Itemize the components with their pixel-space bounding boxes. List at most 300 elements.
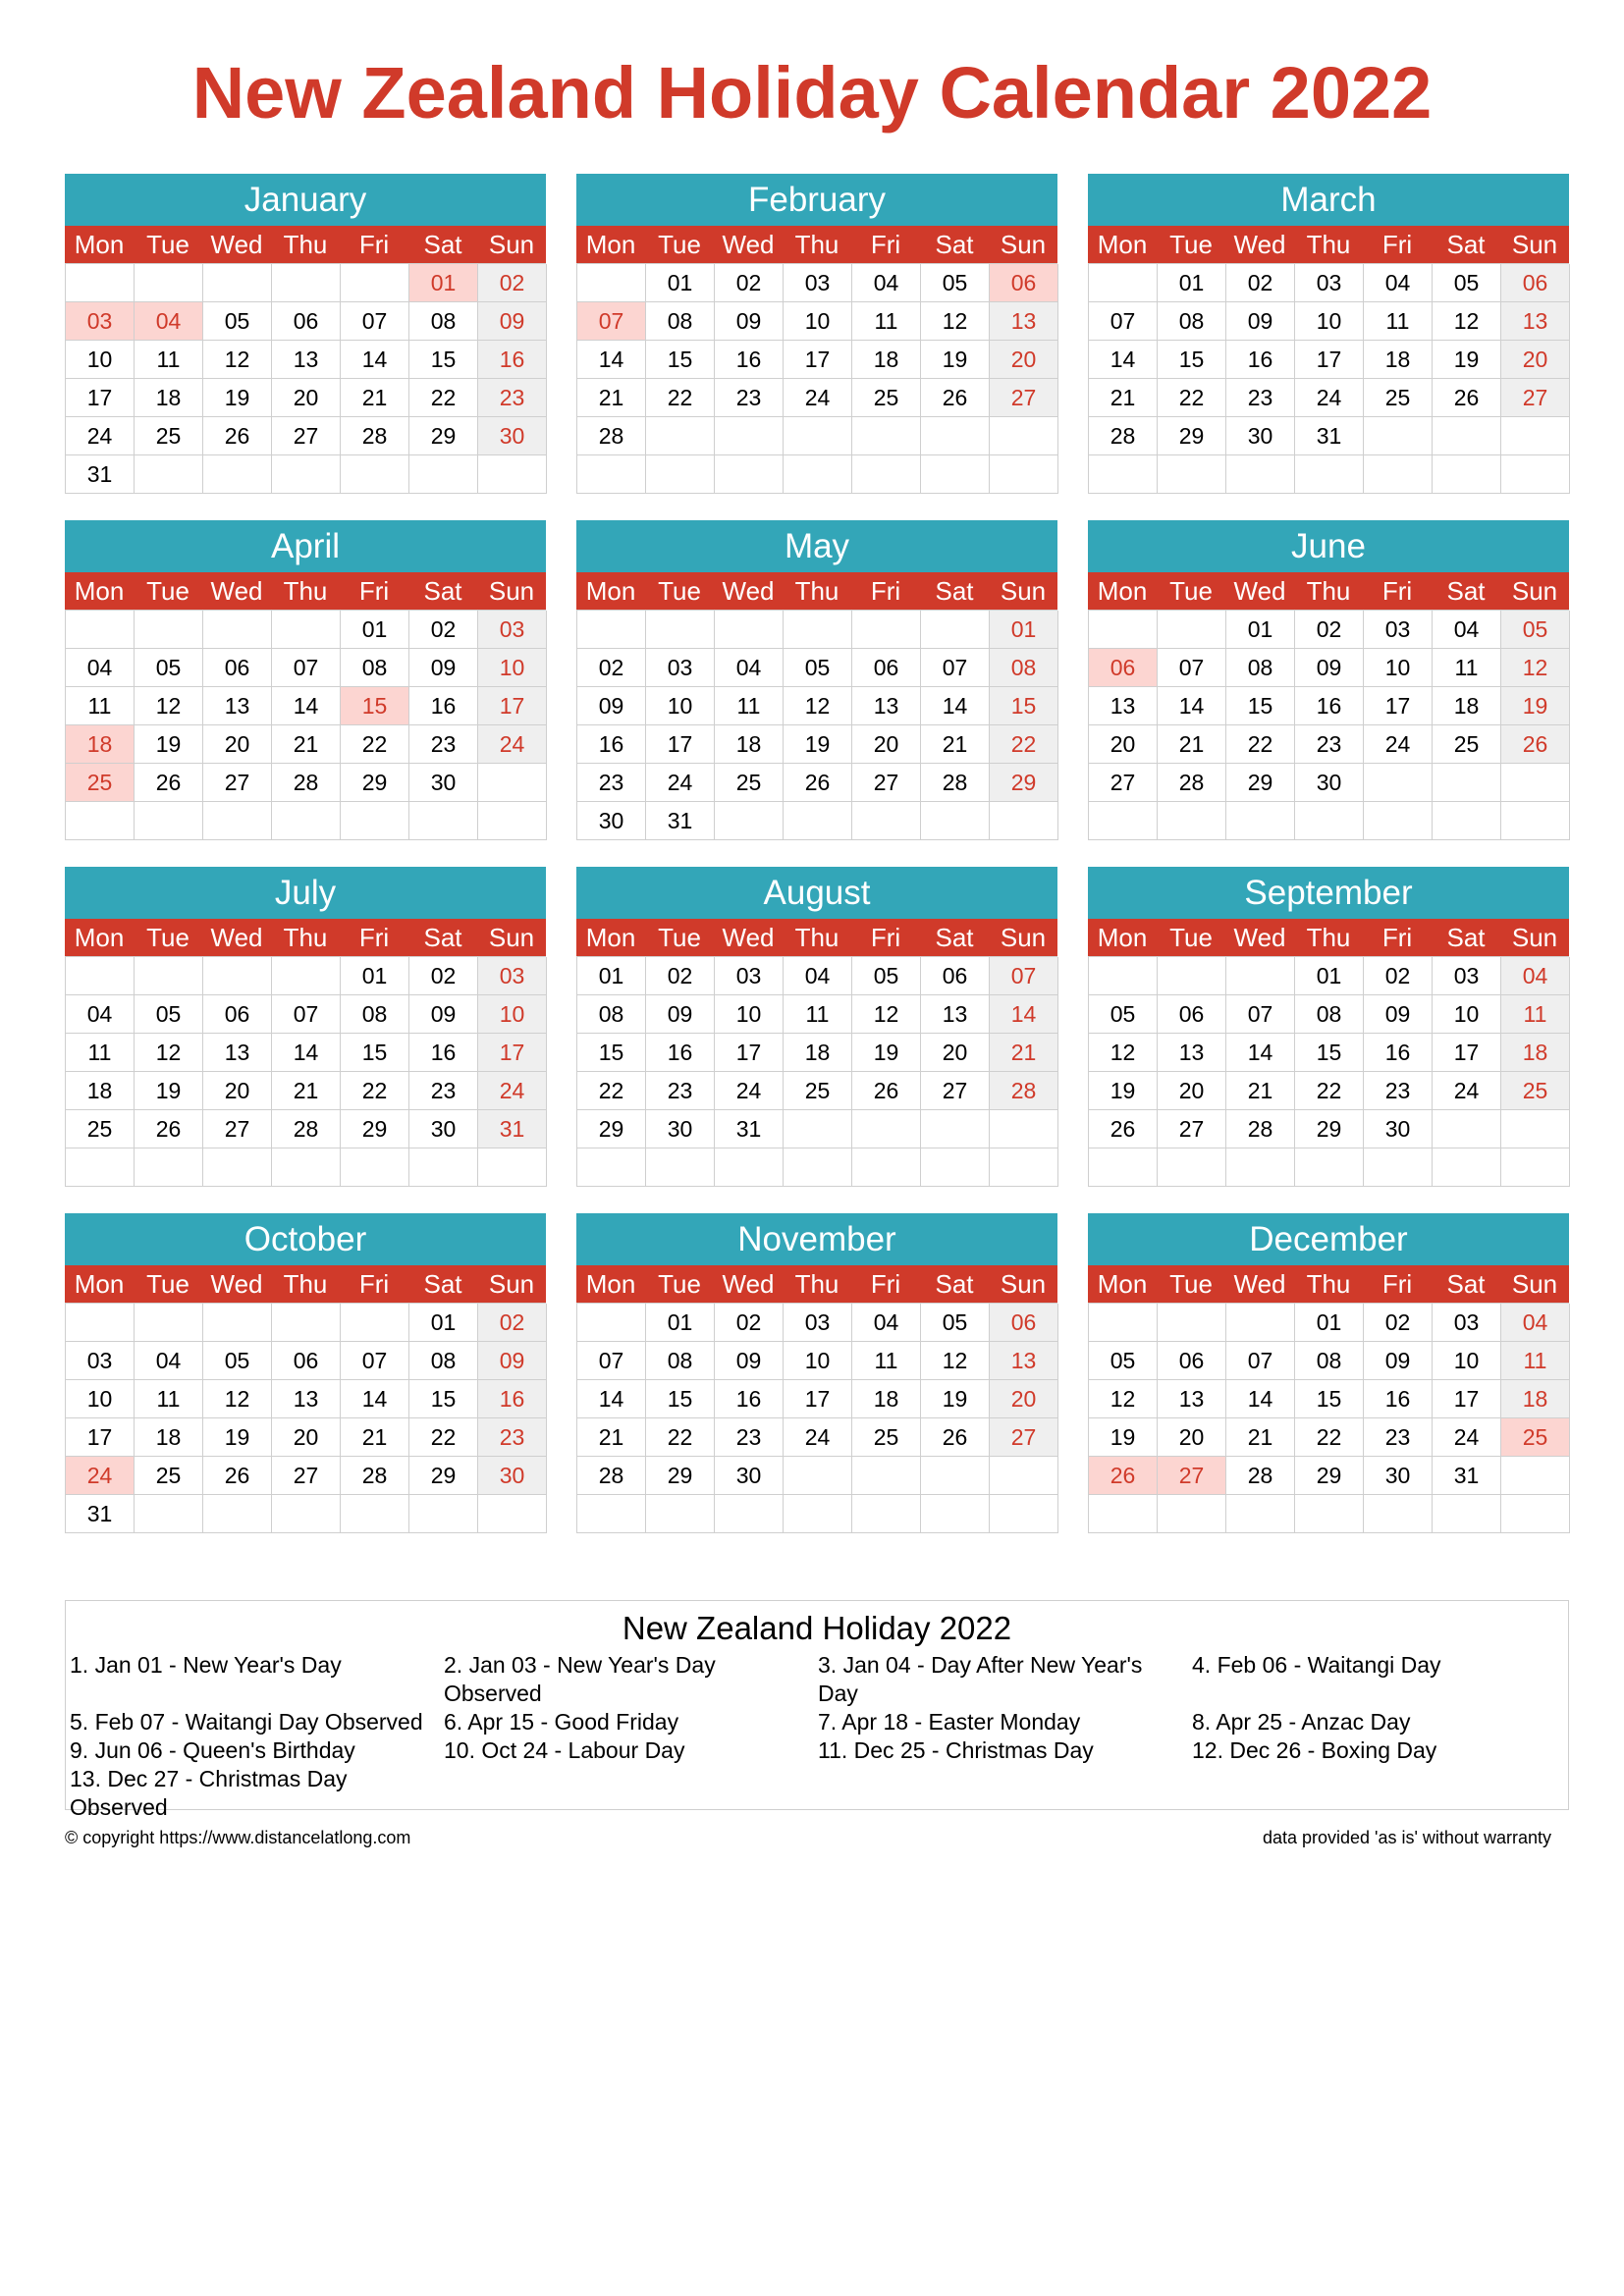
day-cell: 29 (1295, 1110, 1364, 1148)
day-cell: 06 (1501, 264, 1570, 302)
holiday-list-item: 10. Oct 24 - Labour Day (444, 1737, 685, 1763)
empty-day-cell (577, 1495, 646, 1533)
day-cell: 20 (990, 341, 1058, 379)
holiday-day-cell: 26 (1089, 1457, 1158, 1495)
days-grid (576, 263, 1057, 494)
day-cell: 03 (1433, 1304, 1501, 1342)
day-cell: 19 (1433, 341, 1501, 379)
empty-day-cell (646, 417, 715, 455)
day-cell: 06 (1158, 995, 1226, 1034)
weekday-label: Wed (722, 576, 775, 606)
weekday-label: Mon (74, 1269, 125, 1299)
weekday-label: Wed (210, 576, 263, 606)
holiday-day-cell: 01 (409, 264, 478, 302)
day-cell: 04 (1501, 957, 1570, 995)
empty-day-cell (341, 1495, 409, 1533)
day-cell: 19 (1501, 687, 1570, 725)
day-cell: 19 (784, 725, 852, 764)
empty-day-cell (478, 764, 547, 802)
day-cell: 12 (784, 687, 852, 725)
empty-day-cell (135, 1495, 203, 1533)
day-cell: 28 (1226, 1110, 1295, 1148)
empty-day-cell (921, 802, 990, 840)
day-cell: 17 (784, 1380, 852, 1418)
day-cell: 18 (135, 379, 203, 417)
days-grid (1088, 956, 1569, 1187)
day-cell: 28 (577, 1457, 646, 1495)
weekday-label: Thu (794, 1269, 839, 1299)
weekday-label: Mon (1097, 923, 1148, 952)
empty-day-cell (852, 1110, 921, 1148)
day-cell: 30 (478, 1457, 547, 1495)
holiday-day-cell: 25 (1501, 1418, 1570, 1457)
day-cell: 02 (715, 1304, 784, 1342)
empty-day-cell (1158, 1495, 1226, 1533)
day-cell: 14 (990, 995, 1058, 1034)
weekday-label: Sun (1511, 1269, 1558, 1299)
day-cell: 17 (784, 341, 852, 379)
weekday-label: Sat (935, 576, 974, 606)
empty-day-cell (1433, 1495, 1501, 1533)
day-cell: 26 (135, 1110, 203, 1148)
day-cell: 28 (990, 1072, 1058, 1110)
day-cell: 24 (784, 379, 852, 417)
days-grid (65, 263, 546, 494)
day-cell: 25 (135, 1457, 203, 1495)
day-cell: 20 (1089, 725, 1158, 764)
empty-day-cell (478, 802, 547, 840)
page-title: New Zealand Holiday Calendar 2022 (191, 52, 1433, 133)
weekday-label: Thu (283, 1269, 328, 1299)
month-calendar (576, 1213, 1057, 1533)
day-cell: 10 (646, 687, 715, 725)
weekday-header-row (576, 226, 1057, 263)
day-cell: 27 (990, 1418, 1058, 1457)
day-cell: 10 (1364, 649, 1433, 687)
day-cell: 31 (1433, 1457, 1501, 1495)
day-cell: 24 (715, 1072, 784, 1110)
weekday-label: Thu (794, 576, 839, 606)
day-cell: 10 (66, 1380, 135, 1418)
day-cell: 19 (135, 1072, 203, 1110)
empty-day-cell (341, 1148, 409, 1187)
weekday-label: Tue (146, 1269, 189, 1299)
empty-day-cell (1364, 1495, 1433, 1533)
day-cell: 23 (1226, 379, 1295, 417)
month-name: May (576, 520, 1057, 572)
day-cell: 21 (577, 1418, 646, 1457)
weekday-label: Mon (585, 923, 636, 952)
weekday-label: Sun (1511, 923, 1558, 952)
weekday-header-row (1088, 226, 1569, 263)
weekday-label: Wed (210, 230, 263, 259)
month-calendar (65, 1213, 546, 1533)
empty-day-cell (1433, 1148, 1501, 1187)
day-cell: 08 (341, 995, 409, 1034)
empty-day-cell (784, 417, 852, 455)
weekday-label: Sun (488, 576, 535, 606)
days-grid (65, 610, 546, 840)
day-cell: 21 (1089, 379, 1158, 417)
weekday-label: Tue (1169, 230, 1213, 259)
weekday-label: Sat (1446, 230, 1486, 259)
weekday-label: Fri (870, 576, 901, 606)
weekday-header-row (576, 919, 1057, 956)
weekday-label: Tue (146, 923, 189, 952)
day-cell: 30 (1364, 1110, 1433, 1148)
empty-day-cell (478, 1148, 547, 1187)
holiday-day-cell: 06 (990, 264, 1058, 302)
empty-day-cell (784, 802, 852, 840)
holiday-list-item: 9. Jun 06 - Queen's Birthday (70, 1737, 355, 1763)
day-cell: 25 (784, 1072, 852, 1110)
day-cell: 05 (1089, 995, 1158, 1034)
empty-day-cell (1226, 1148, 1295, 1187)
day-cell: 03 (715, 957, 784, 995)
day-cell: 18 (784, 1034, 852, 1072)
day-cell: 02 (409, 957, 478, 995)
day-cell: 26 (203, 1457, 272, 1495)
day-cell: 02 (409, 611, 478, 649)
day-cell: 31 (1295, 417, 1364, 455)
footer-disclaimer: data provided 'as is' without warranty (1262, 1828, 1551, 1847)
holiday-list-panel (65, 1600, 1569, 1820)
day-cell: 25 (1364, 379, 1433, 417)
day-cell: 28 (1158, 764, 1226, 802)
day-cell: 15 (577, 1034, 646, 1072)
weekday-label: Thu (283, 230, 328, 259)
day-cell: 29 (409, 1457, 478, 1495)
day-cell: 13 (1158, 1034, 1226, 1072)
month-calendar (1088, 520, 1569, 840)
day-cell: 21 (1226, 1072, 1295, 1110)
day-cell: 05 (921, 264, 990, 302)
empty-day-cell (990, 417, 1058, 455)
day-cell: 24 (784, 1418, 852, 1457)
weekday-label: Fri (870, 1269, 901, 1299)
day-cell: 16 (646, 1034, 715, 1072)
weekday-label: Sat (935, 1269, 974, 1299)
day-cell: 06 (272, 1342, 341, 1380)
month-calendar (65, 867, 546, 1187)
holiday-list-item: 7. Apr 18 - Easter Monday (818, 1709, 1081, 1735)
empty-day-cell (135, 611, 203, 649)
day-cell: 01 (409, 1304, 478, 1342)
day-cell: 05 (921, 1304, 990, 1342)
day-cell: 05 (1089, 1342, 1158, 1380)
day-cell: 17 (646, 725, 715, 764)
day-cell: 04 (135, 1342, 203, 1380)
day-cell: 07 (341, 1342, 409, 1380)
weekday-label: Sun (488, 230, 535, 259)
day-cell: 22 (577, 1072, 646, 1110)
empty-day-cell (1295, 455, 1364, 494)
empty-day-cell (1089, 957, 1158, 995)
day-cell: 11 (715, 687, 784, 725)
day-cell: 02 (646, 957, 715, 995)
holiday-list-item: 3. Jan 04 - Day After New Year's Day (818, 1652, 1143, 1706)
empty-day-cell (852, 802, 921, 840)
weekday-label: Mon (1097, 1269, 1148, 1299)
day-cell: 22 (409, 1418, 478, 1457)
day-cell: 16 (478, 1380, 547, 1418)
day-cell: 15 (1226, 687, 1295, 725)
empty-day-cell (409, 455, 478, 494)
day-cell: 21 (341, 379, 409, 417)
day-cell: 04 (784, 957, 852, 995)
day-cell: 20 (272, 379, 341, 417)
day-cell: 04 (66, 649, 135, 687)
month-name: July (65, 867, 546, 919)
day-cell: 15 (646, 341, 715, 379)
empty-day-cell (341, 1304, 409, 1342)
empty-day-cell (646, 455, 715, 494)
empty-day-cell (852, 1148, 921, 1187)
empty-day-cell (1501, 417, 1570, 455)
weekday-label: Wed (722, 230, 775, 259)
weekday-label: Tue (658, 576, 701, 606)
empty-day-cell (66, 802, 135, 840)
month-calendar (65, 174, 546, 494)
day-cell: 03 (66, 1342, 135, 1380)
weekday-label: Mon (74, 923, 125, 952)
holiday-list-item: 11. Dec 25 - Christmas Day (818, 1737, 1094, 1763)
day-cell: 14 (272, 1034, 341, 1072)
day-cell: 08 (409, 302, 478, 341)
day-cell: 19 (203, 379, 272, 417)
holiday-day-cell: 06 (1089, 649, 1158, 687)
day-cell: 10 (1433, 995, 1501, 1034)
day-cell: 17 (1433, 1034, 1501, 1072)
day-cell: 27 (1089, 764, 1158, 802)
empty-day-cell (1089, 611, 1158, 649)
days-grid (1088, 263, 1569, 494)
empty-day-cell (1433, 1110, 1501, 1148)
day-cell: 22 (1158, 379, 1226, 417)
empty-day-cell (272, 957, 341, 995)
empty-day-cell (715, 1495, 784, 1533)
empty-day-cell (921, 1457, 990, 1495)
weekday-label: Tue (146, 576, 189, 606)
day-cell: 01 (1295, 1304, 1364, 1342)
day-cell: 03 (478, 957, 547, 995)
day-cell: 19 (203, 1418, 272, 1457)
day-cell: 07 (990, 957, 1058, 995)
day-cell: 18 (715, 725, 784, 764)
day-cell: 11 (1501, 1342, 1570, 1380)
day-cell: 19 (1089, 1072, 1158, 1110)
empty-day-cell (478, 1495, 547, 1533)
day-cell: 25 (1501, 1072, 1570, 1110)
empty-day-cell (66, 1304, 135, 1342)
empty-day-cell (921, 611, 990, 649)
day-cell: 23 (715, 1418, 784, 1457)
day-cell: 13 (921, 995, 990, 1034)
day-cell: 11 (1433, 649, 1501, 687)
empty-day-cell (990, 802, 1058, 840)
day-cell: 20 (852, 725, 921, 764)
empty-day-cell (784, 1110, 852, 1148)
month-name: September (1088, 867, 1569, 919)
holiday-list (66, 1651, 1568, 1822)
holiday-list-item: 13. Dec 27 - Christmas Day Observed (70, 1766, 348, 1820)
holiday-day-cell: 03 (66, 302, 135, 341)
day-cell: 11 (1501, 995, 1570, 1034)
weekday-label: Mon (1097, 576, 1148, 606)
month-calendar (1088, 174, 1569, 494)
empty-day-cell (1089, 1495, 1158, 1533)
day-cell: 17 (1364, 687, 1433, 725)
day-cell: 22 (1226, 725, 1295, 764)
empty-day-cell (1364, 455, 1433, 494)
weekday-label: Fri (358, 1269, 390, 1299)
empty-day-cell (852, 1457, 921, 1495)
days-grid (576, 956, 1057, 1187)
empty-day-cell (577, 1304, 646, 1342)
day-cell: 07 (1226, 1342, 1295, 1380)
empty-day-cell (1295, 802, 1364, 840)
day-cell: 17 (66, 379, 135, 417)
day-cell: 29 (341, 764, 409, 802)
month-calendar (65, 520, 546, 840)
day-cell: 08 (1226, 649, 1295, 687)
day-cell: 09 (409, 995, 478, 1034)
day-cell: 12 (1089, 1034, 1158, 1072)
day-cell: 25 (66, 1110, 135, 1148)
empty-day-cell (646, 1495, 715, 1533)
day-cell: 30 (409, 764, 478, 802)
empty-day-cell (135, 1148, 203, 1187)
day-cell: 26 (852, 1072, 921, 1110)
day-cell: 10 (715, 995, 784, 1034)
empty-day-cell (715, 417, 784, 455)
day-cell: 14 (577, 341, 646, 379)
day-cell: 15 (409, 1380, 478, 1418)
day-cell: 09 (1364, 995, 1433, 1034)
day-cell: 20 (921, 1034, 990, 1072)
day-cell: 14 (341, 341, 409, 379)
day-cell: 05 (135, 995, 203, 1034)
empty-day-cell (715, 455, 784, 494)
empty-day-cell (66, 611, 135, 649)
weekday-label: Thu (794, 230, 839, 259)
empty-day-cell (1158, 455, 1226, 494)
empty-day-cell (1433, 802, 1501, 840)
empty-day-cell (203, 264, 272, 302)
day-cell: 23 (478, 1418, 547, 1457)
day-cell: 09 (715, 1342, 784, 1380)
weekday-label: Sat (423, 576, 462, 606)
day-cell: 19 (921, 1380, 990, 1418)
day-cell: 27 (203, 764, 272, 802)
empty-day-cell (715, 1148, 784, 1187)
day-cell: 31 (66, 1495, 135, 1533)
day-cell: 11 (1364, 302, 1433, 341)
empty-day-cell (577, 455, 646, 494)
day-cell: 29 (577, 1110, 646, 1148)
day-cell: 11 (66, 687, 135, 725)
day-cell: 27 (921, 1072, 990, 1110)
day-cell: 25 (852, 379, 921, 417)
day-cell: 21 (1226, 1418, 1295, 1457)
day-cell: 14 (272, 687, 341, 725)
weekday-label: Sun (1511, 230, 1558, 259)
day-cell: 15 (341, 1034, 409, 1072)
weekday-label: Fri (358, 230, 390, 259)
empty-day-cell (409, 1148, 478, 1187)
day-cell: 13 (1158, 1380, 1226, 1418)
day-cell: 17 (1433, 1380, 1501, 1418)
empty-day-cell (203, 802, 272, 840)
day-cell: 22 (990, 725, 1058, 764)
day-cell: 26 (1501, 725, 1570, 764)
day-cell: 26 (1089, 1110, 1158, 1148)
day-cell: 07 (1089, 302, 1158, 341)
day-cell: 12 (1089, 1380, 1158, 1418)
day-cell: 08 (1295, 1342, 1364, 1380)
day-cell: 30 (646, 1110, 715, 1148)
empty-day-cell (203, 455, 272, 494)
day-cell: 16 (1226, 341, 1295, 379)
day-cell: 05 (852, 957, 921, 995)
day-cell: 29 (1158, 417, 1226, 455)
day-cell: 11 (784, 995, 852, 1034)
day-cell: 18 (135, 1418, 203, 1457)
day-cell: 08 (646, 1342, 715, 1380)
day-cell: 13 (990, 1342, 1058, 1380)
day-cell: 27 (990, 379, 1058, 417)
empty-day-cell (921, 1110, 990, 1148)
day-cell: 23 (1364, 1418, 1433, 1457)
empty-day-cell (66, 957, 135, 995)
day-cell: 13 (1501, 302, 1570, 341)
day-cell: 09 (478, 302, 547, 341)
weekday-header-row (65, 226, 546, 263)
weekday-label: Tue (146, 230, 189, 259)
day-cell: 25 (715, 764, 784, 802)
day-cell: 01 (577, 957, 646, 995)
day-cell: 30 (1295, 764, 1364, 802)
day-cell: 08 (1158, 302, 1226, 341)
empty-day-cell (921, 417, 990, 455)
day-cell: 31 (715, 1110, 784, 1148)
day-cell: 26 (135, 764, 203, 802)
day-cell: 12 (135, 687, 203, 725)
weekday-label: Fri (870, 230, 901, 259)
day-cell: 15 (1158, 341, 1226, 379)
empty-day-cell (1433, 455, 1501, 494)
month-calendar (576, 867, 1057, 1187)
month-calendar (576, 174, 1057, 494)
holiday-list-item: 8. Apr 25 - Anzac Day (1192, 1709, 1411, 1735)
holiday-day-cell: 07 (577, 302, 646, 341)
day-cell: 24 (1433, 1418, 1501, 1457)
day-cell: 11 (852, 302, 921, 341)
day-cell: 29 (1226, 764, 1295, 802)
weekday-label: Sun (1000, 576, 1047, 606)
month-name: March (1088, 174, 1569, 226)
empty-day-cell (272, 455, 341, 494)
weekday-header-row (65, 919, 546, 956)
empty-day-cell (1158, 1148, 1226, 1187)
day-cell: 31 (66, 455, 135, 494)
weekday-label: Thu (283, 576, 328, 606)
day-cell: 08 (577, 995, 646, 1034)
day-cell: 04 (66, 995, 135, 1034)
weekday-label: Sun (1000, 923, 1047, 952)
day-cell: 29 (409, 417, 478, 455)
day-cell: 11 (852, 1342, 921, 1380)
